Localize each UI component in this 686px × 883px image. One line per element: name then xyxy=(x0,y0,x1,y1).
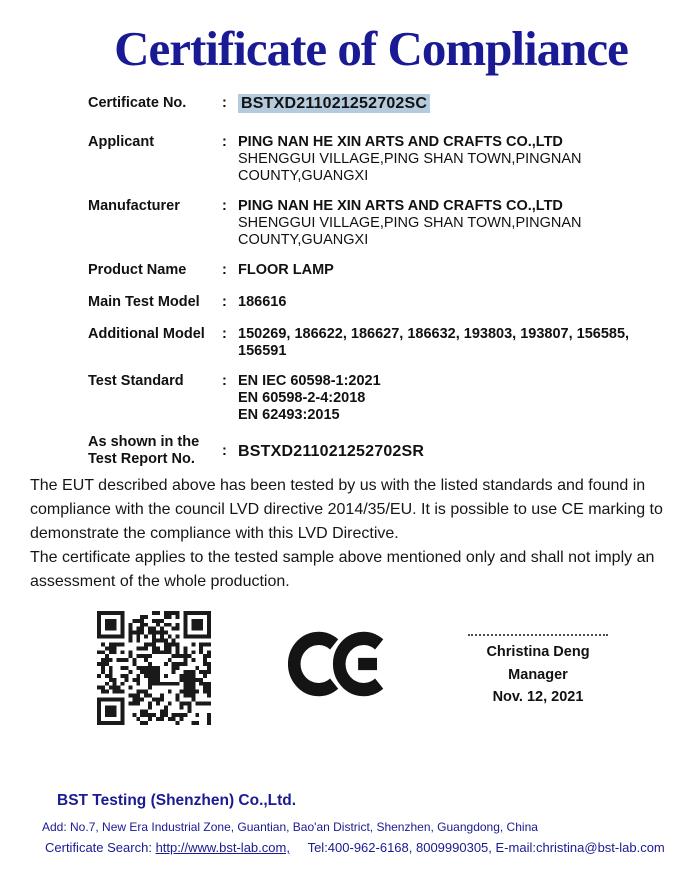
document-title: Certificate of Compliance xyxy=(114,21,628,76)
footer-contact-info: Tel:400-962-6168, 8009990305, E-mail:christina@bst-lab.com xyxy=(307,840,665,855)
manufacturer-label: Manufacturer xyxy=(88,198,180,214)
field-row-product-name xyxy=(88,262,660,279)
certificate-no-value xyxy=(238,95,660,112)
certificate-search-link[interactable]: http://www.bst-lab.com, xyxy=(155,840,290,855)
signatory-role: Manager xyxy=(508,666,568,683)
product-name-label: Product Name xyxy=(88,262,187,278)
manufacturer-address-line1: SHENGGUI VILLAGE,PING SHAN TOWN,PINGNAN xyxy=(238,215,582,231)
highlighted-certificate-number: BSTXD211021252702SC xyxy=(238,94,430,113)
test-standard-line1: EN IEC 60598-1:2021 xyxy=(238,373,381,389)
additional-model-value: 150269, 186622, 186627, 186632, 193803, 193807, 156585, 156591 xyxy=(238,326,630,359)
footer-company-name: BST Testing (Shenzhen) Co.,Ltd. xyxy=(57,792,297,809)
manufacturer-company-name: PING NAN HE XIN ARTS AND CRAFTS CO.,LTD xyxy=(238,198,563,214)
main-test-model-value: 186616 xyxy=(238,294,287,310)
colon-separator: : xyxy=(222,262,227,278)
compliance-paragraph-1: The EUT described above has been tested by us with the listed standards and found in compliance with the council LVD directive 2014/35/EU. It is possible to use CE marking to demonstrate the compliance with this LVD Directive. xyxy=(30,477,663,542)
field-row-applicant xyxy=(88,134,660,185)
field-row-main-test-model xyxy=(88,294,660,311)
certificate-search-label: Certificate Search: xyxy=(45,840,152,855)
applicant-address-line1: SHENGGUI VILLAGE,PING SHAN TOWN,PINGNAN xyxy=(238,151,582,167)
ce-mark-icon xyxy=(287,628,386,700)
field-row-additional-model xyxy=(88,326,660,360)
signature-block xyxy=(448,634,628,709)
applicant-address-line2: COUNTY,GUANGXI xyxy=(238,168,369,184)
main-test-model-label: Main Test Model xyxy=(88,294,200,310)
certificate-fields xyxy=(88,95,660,468)
colon-separator: : xyxy=(222,326,227,342)
footer-search-line xyxy=(45,840,665,855)
colon-separator: : xyxy=(222,95,227,111)
footer-address: Add: No.7, New Era Industrial Zone, Guantian, Bao'an District, Shenzhen, Guangdong, China xyxy=(42,820,538,834)
signature-line xyxy=(468,634,608,636)
compliance-paragraph-2: The certificate applies to the tested sample above mentioned only and shall not imply an assessment of the whole production. xyxy=(30,549,655,590)
field-row-certificate-no xyxy=(88,95,660,112)
colon-separator: : xyxy=(222,373,227,389)
compliance-statement xyxy=(30,474,674,594)
test-standard-label: Test Standard xyxy=(88,373,184,389)
signatory-name: Christina Deng xyxy=(486,644,590,660)
qr-code xyxy=(97,611,211,725)
certificate-no-label: Certificate No. xyxy=(88,95,187,111)
applicant-value xyxy=(238,134,660,185)
colon-separator: : xyxy=(222,294,227,310)
test-report-value: BSTXD211021252702SR xyxy=(238,442,425,460)
product-name-value: FLOOR LAMP xyxy=(238,262,334,278)
manufacturer-value xyxy=(238,198,660,249)
field-row-test-standard xyxy=(88,373,660,424)
colon-separator: : xyxy=(222,442,227,459)
test-standard-line2: EN 60598-2-4:2018 xyxy=(238,390,366,406)
field-row-test-report-no xyxy=(88,434,660,468)
field-row-manufacturer xyxy=(88,198,660,249)
test-report-label xyxy=(88,434,222,468)
colon-separator: : xyxy=(222,134,227,150)
test-standard-line3: EN 62493:2015 xyxy=(238,407,340,423)
manufacturer-address-line2: COUNTY,GUANGXI xyxy=(238,232,369,248)
applicant-label: Applicant xyxy=(88,134,155,150)
applicant-company-name: PING NAN HE XIN ARTS AND CRAFTS CO.,LTD xyxy=(238,134,563,150)
test-standard-value xyxy=(238,373,660,424)
additional-model-label: Additional Model xyxy=(88,326,205,342)
test-report-label-line2: Test Report No. xyxy=(88,451,195,467)
colon-separator: : xyxy=(222,198,227,214)
test-report-label-line1: As shown in the xyxy=(88,434,200,450)
signature-date: Nov. 12, 2021 xyxy=(492,689,584,705)
